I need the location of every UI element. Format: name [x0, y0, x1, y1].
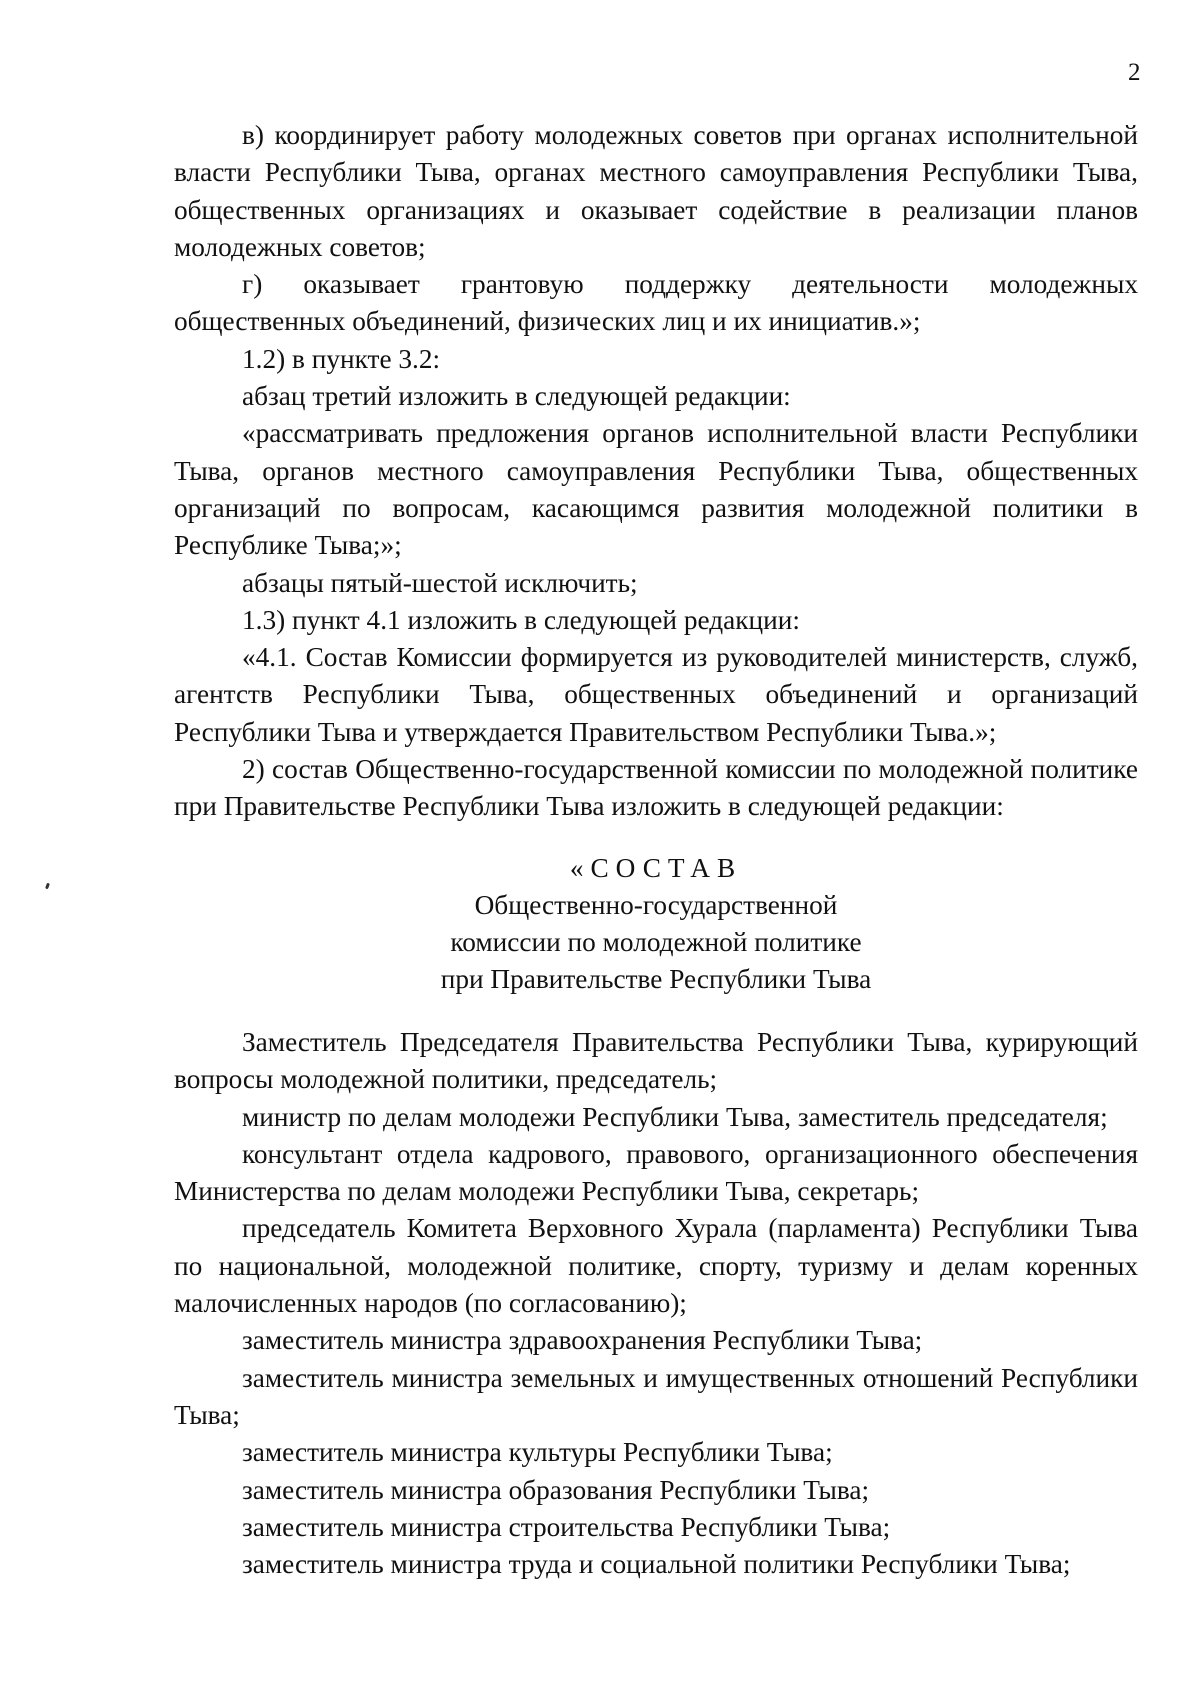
paragraph-1-2: 1.2) в пункте 3.2: [242, 343, 441, 374]
amendments-text [174, 117, 1138, 826]
member-item: заместитель министра здравоохранения Республики Тыва; [242, 1325, 923, 1356]
title-line-2: Общественно-государственной [474, 890, 838, 920]
scan-speck [45, 883, 50, 890]
paragraph-2-sostav: 2) состав Общественно-государственной комиссии по молодежной политике при Правительстве Республики Тыва изложить в следующей редакции: [174, 754, 1138, 822]
paragraph-4-1: «4.1. Состав Комиссии формируется из руководителей министерств, служб, агентств Республики Тыва, общественных объединений и организаций Республики Тыва и утверждается Правительством Республики Тыва.»; [174, 642, 1138, 747]
title-line-4: при Правительстве Республики Тыва [440, 964, 872, 994]
paragraph-v: в) координирует работу молодежных советов при органах исполнительной власти Республики Тыва, органах местного самоуправления Республики Тыва, общественных организациях и оказывает содействие в реализации планов молодежных советов; [174, 120, 1138, 262]
page-number: 2 [1128, 59, 1141, 86]
members-list [174, 1024, 1138, 1583]
member-item: консультант отдела кадрового, правового, организационного обеспечения Министерства по делам молодежи Республики Тыва, секретарь; [174, 1138, 1138, 1207]
member-item: Заместитель Председателя Правительства Республики Тыва, курирующий вопросы молодежной политики, председатель; [174, 1027, 1138, 1095]
paragraph-abzacy-isklyuchit: абзацы пятый-шестой исключить; [242, 567, 638, 598]
member-item: заместитель министра культуры Республики Тыва; [242, 1437, 833, 1468]
paragraph-rassmatrivat: «рассматривать предложения органов исполнительной власти Республики Тыва, органов местного самоуправления Республики Тыва, общественных организаций по вопросам, касающимся развития молодежной политики в Республике Тыва;»; [174, 418, 1138, 561]
member-item: заместитель министра строительства Республики Тыва; [242, 1511, 891, 1542]
paragraph-1-3: 1.3) пункт 4.1 изложить в следующей редакции: [242, 604, 800, 635]
paragraph-g: г) оказывает грантовую поддержку деятельности молодежных общественных объединений, физических лиц и их инициатив.»; [174, 269, 1138, 337]
title-heading: «СОСТАВ [569, 853, 743, 883]
member-item: министр по делам молодежи Республики Тыва, заместитель председателя; [242, 1101, 1108, 1132]
composition-title [174, 850, 1138, 998]
member-item: заместитель министра земельных и имущественных отношений Республики Тыва; [174, 1362, 1138, 1430]
member-item: заместитель министра труда и социальной политики Республики Тыва; [242, 1549, 1071, 1580]
paragraph-abzac-tretiy: абзац третий изложить в следующей редакции: [242, 381, 791, 412]
member-item: заместитель министра образования Республики Тыва; [242, 1474, 870, 1505]
title-line-3: комиссии по молодежной политике [450, 927, 862, 957]
member-item: председатель Комитета Верховного Хурала (парламента) Республики Тыва по национальной, молодежной политике, спорту, туризму и делам коренных малочисленных народов (по согласованию); [174, 1213, 1138, 1319]
